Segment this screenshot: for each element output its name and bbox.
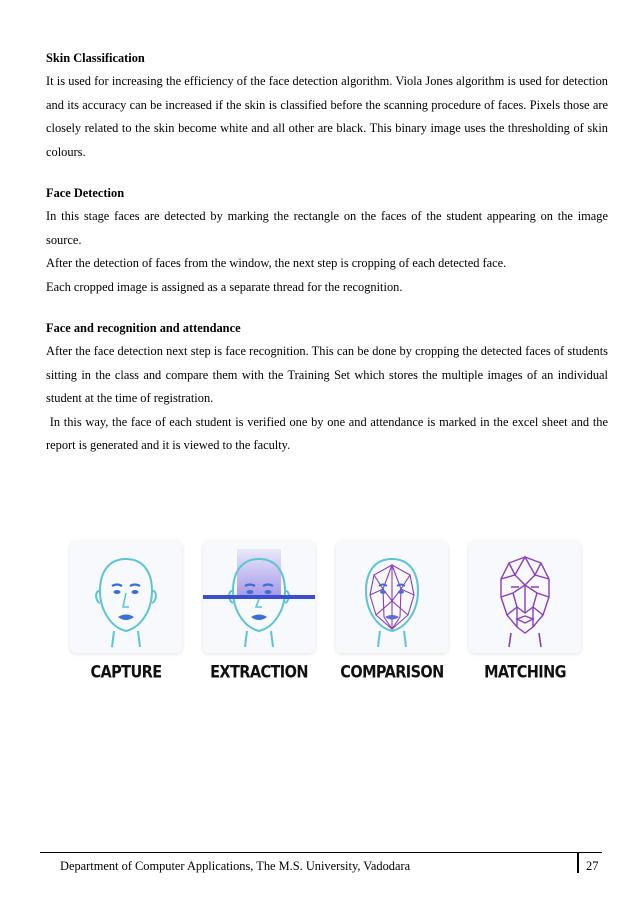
footer-department: Department of Computer Applications, The M.S. University, Vadodara — [60, 859, 411, 873]
page-number: 27 — [586, 859, 599, 873]
footer-divider — [40, 852, 602, 853]
step-label-capture: CAPTURE — [90, 663, 162, 683]
paragraph: In this stage faces are detected by marking the rectangle on the faces of the student appearing on the image source. — [46, 209, 608, 247]
section-face-detection — [46, 182, 608, 299]
section-heading: Face Detection — [46, 186, 125, 201]
face-mesh-match-icon — [469, 541, 581, 653]
paragraph: It is used for increasing the efficiency of the face detection algorithm. Viola Jones algorithm is used for detection and its accuracy can be increased if the skin is classified before the scanning procedure of faces. Pixels those are closely related to the skin become white and all other are black. This binary image uses the thresholding of skin colours. — [46, 74, 608, 159]
face-icon — [70, 541, 182, 653]
section-heading: Face and recognition and attendance — [46, 321, 241, 336]
step-label-comparison: COMPARISON — [340, 663, 444, 683]
paragraph: Each cropped image is assigned as a separate thread for the recognition. — [46, 279, 403, 294]
section-skin-classification — [46, 47, 608, 164]
paragraph: After the detection of faces from the window, the next step is cropping of each detected face. — [46, 256, 507, 271]
paragraph: In this way, the face of each student is verified one by one and attendance is marked in the excel sheet and the report is generated and it is viewed to the faculty. — [46, 414, 612, 453]
step-label-extraction: EXTRACTION — [210, 663, 308, 683]
section-recognition-attendance — [46, 317, 612, 457]
comparison-panel — [336, 541, 448, 653]
step-label-matching: MATCHING — [484, 663, 566, 683]
extraction-panel — [203, 541, 315, 653]
paragraph: After the face detection next step is face recognition. This can be done by cropping the detected faces of students sitting in the class and compare them with the Training Set which stores the multiple images of an individual student at the time of registration. — [46, 344, 608, 406]
section-heading: Skin Classification — [46, 51, 145, 65]
face-mesh-compare-icon — [336, 541, 448, 653]
face-recognition-process-figure — [66, 535, 566, 695]
capture-panel — [70, 541, 182, 653]
face-scan-icon — [203, 541, 315, 653]
matching-panel — [469, 541, 581, 653]
body-text — [46, 47, 612, 476]
